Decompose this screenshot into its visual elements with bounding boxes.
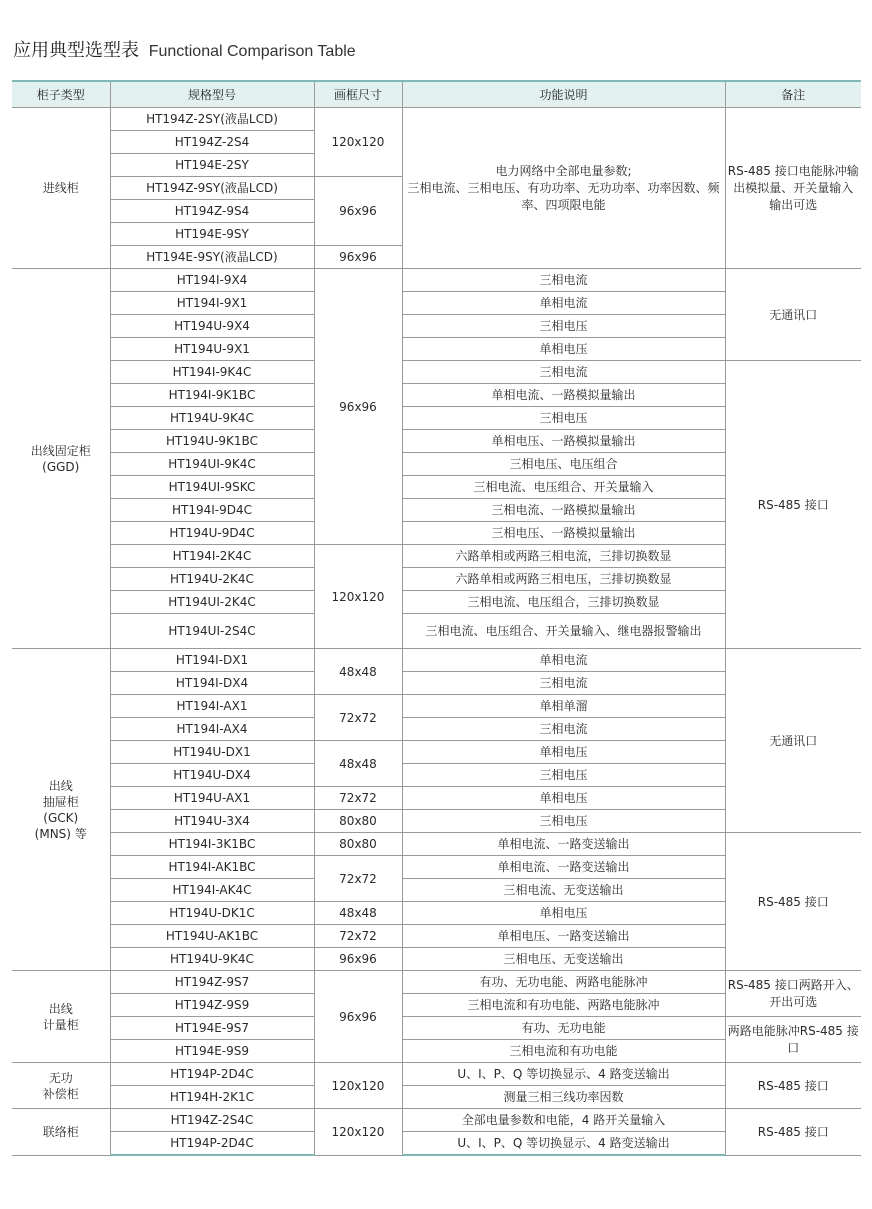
comparison-table bbox=[12, 80, 861, 1156]
function-cell: 单相电压 bbox=[402, 338, 725, 361]
type-line: 补偿柜 bbox=[42, 1086, 79, 1101]
model-cell: HT194UI-9K4C bbox=[110, 453, 314, 476]
function-cell: 有功、无功电能 bbox=[402, 1017, 725, 1040]
table-row bbox=[12, 1109, 861, 1132]
size-cell: 48x48 bbox=[314, 649, 402, 695]
model-cell: HT194E-2SY bbox=[110, 154, 314, 177]
page-title bbox=[13, 36, 356, 62]
model-cell: HT194U-DK1C bbox=[110, 902, 314, 925]
model-cell: HT194U-9K4C bbox=[110, 407, 314, 430]
function-cell: 三相电压、电压组合 bbox=[402, 453, 725, 476]
note-cell: RS-485 接口 bbox=[725, 361, 861, 649]
type-line: (MNS) 等 bbox=[34, 826, 87, 841]
type-line: (GGD) bbox=[42, 459, 80, 474]
cabinet-type-cell bbox=[12, 649, 110, 971]
note-cell: 无通讯口 bbox=[725, 269, 861, 361]
model-cell: HT194I-9K4C bbox=[110, 361, 314, 384]
header-cabinet-type: 柜子类型 bbox=[12, 81, 110, 108]
cabinet-type-cell bbox=[12, 1063, 110, 1109]
function-line: 电力网络中全部电量参数; bbox=[495, 163, 632, 178]
model-cell: HT194U-9X4 bbox=[110, 315, 314, 338]
size-cell: 72x72 bbox=[314, 695, 402, 741]
type-line: 出线 bbox=[48, 1001, 73, 1016]
model-cell: HT194Z-2S4C bbox=[110, 1109, 314, 1132]
size-cell: 48x48 bbox=[314, 741, 402, 787]
type-line: 抽屉柜 bbox=[42, 794, 79, 809]
model-cell: HT194UI-2S4C bbox=[110, 614, 314, 649]
model-cell: HT194U-9X1 bbox=[110, 338, 314, 361]
model-cell: HT194I-3K1BC bbox=[110, 833, 314, 856]
model-cell: HT194U-AK1BC bbox=[110, 925, 314, 948]
function-cell: 单相电压 bbox=[402, 902, 725, 925]
model-cell: HT194I-2K4C bbox=[110, 545, 314, 568]
function-cell: 单相单溜 bbox=[402, 695, 725, 718]
function-cell: 三相电流、无变送输出 bbox=[402, 879, 725, 902]
function-cell: 单相电流、一路变送输出 bbox=[402, 833, 725, 856]
model-cell: HT194Z-2SY(液晶LCD) bbox=[110, 108, 314, 131]
function-cell: 三相电流、电压组合、开关量输入、继电器报警输出 bbox=[402, 614, 725, 649]
model-cell: HT194E-9S7 bbox=[110, 1017, 314, 1040]
size-cell: 96x96 bbox=[314, 269, 402, 545]
model-cell: HT194Z-2S4 bbox=[110, 131, 314, 154]
size-cell: 72x72 bbox=[314, 856, 402, 902]
size-cell: 120x120 bbox=[314, 1063, 402, 1109]
model-cell: HT194E-9SY(液晶LCD) bbox=[110, 246, 314, 269]
model-cell: HT194Z-9S9 bbox=[110, 994, 314, 1017]
model-cell: HT194I-AX1 bbox=[110, 695, 314, 718]
model-cell: HT194H-2K1C bbox=[110, 1086, 314, 1109]
model-cell: HT194I-AK1BC bbox=[110, 856, 314, 879]
size-cell: 72x72 bbox=[314, 787, 402, 810]
type-line: 出线 bbox=[48, 778, 73, 793]
size-cell: 96x96 bbox=[314, 246, 402, 269]
function-cell: 三相电压 bbox=[402, 315, 725, 338]
model-cell: HT194I-9D4C bbox=[110, 499, 314, 522]
model-cell: HT194U-AX1 bbox=[110, 787, 314, 810]
function-cell: 三相电流 bbox=[402, 718, 725, 741]
function-cell: 单相电压 bbox=[402, 741, 725, 764]
size-cell: 96x96 bbox=[314, 948, 402, 971]
size-cell: 120x120 bbox=[314, 108, 402, 177]
function-line: 三相电流、三相电压、有功功率、无功功率、功率因数、频率、四项限电能 bbox=[407, 180, 720, 212]
model-cell: HT194P-2D4C bbox=[110, 1063, 314, 1086]
model-cell: HT194I-9K1BC bbox=[110, 384, 314, 407]
header-note: 备注 bbox=[725, 81, 861, 108]
function-cell: 三相电压、一路模拟量输出 bbox=[402, 522, 725, 545]
function-cell: 三相电流 bbox=[402, 269, 725, 292]
function-cell: 三相电流、一路模拟量输出 bbox=[402, 499, 725, 522]
model-cell: HT194I-AX4 bbox=[110, 718, 314, 741]
model-cell: HT194Z-9S4 bbox=[110, 200, 314, 223]
function-cell: 六路单相或两路三相电压，三排切换数显 bbox=[402, 568, 725, 591]
model-cell: HT194UI-2K4C bbox=[110, 591, 314, 614]
model-cell: HT194U-2K4C bbox=[110, 568, 314, 591]
function-cell: 单相电压 bbox=[402, 787, 725, 810]
cabinet-type-cell bbox=[12, 269, 110, 649]
note-cell: RS-485 接口两路开入、开出可选 bbox=[725, 971, 861, 1017]
table-row bbox=[12, 833, 861, 856]
function-cell: 测量三相三线功率因数 bbox=[402, 1086, 725, 1109]
title-cn: 应用典型选型表 bbox=[13, 40, 139, 61]
note-cell: RS-485 接口电能脉冲输出模拟量、开关量输入输出可选 bbox=[725, 108, 861, 269]
table-header-row bbox=[12, 81, 861, 108]
function-cell: U、I、P、Q 等切换显示、4 路变送输出 bbox=[402, 1132, 725, 1156]
model-cell: HT194I-9X1 bbox=[110, 292, 314, 315]
cabinet-type-cell: 联络柜 bbox=[12, 1109, 110, 1156]
function-cell: 单相电压、一路变送输出 bbox=[402, 925, 725, 948]
size-cell: 48x48 bbox=[314, 902, 402, 925]
size-cell: 80x80 bbox=[314, 810, 402, 833]
size-cell: 72x72 bbox=[314, 925, 402, 948]
model-cell: HT194U-9K1BC bbox=[110, 430, 314, 453]
function-cell: U、I、P、Q 等切换显示、4 路变送输出 bbox=[402, 1063, 725, 1086]
type-line: (GCK) bbox=[43, 810, 79, 825]
function-cell: 三相电流和有功电能、两路电能脉冲 bbox=[402, 994, 725, 1017]
function-cell: 三相电压 bbox=[402, 810, 725, 833]
header-model: 规格型号 bbox=[110, 81, 314, 108]
size-cell: 120x120 bbox=[314, 1109, 402, 1156]
model-cell: HT194I-DX4 bbox=[110, 672, 314, 695]
header-function: 功能说明 bbox=[402, 81, 725, 108]
function-cell: 三相电流、电压组合、开关量输入 bbox=[402, 476, 725, 499]
function-cell: 单相电压、一路模拟量输出 bbox=[402, 430, 725, 453]
function-cell: 三相电压 bbox=[402, 764, 725, 787]
note-cell: 两路电能脉冲RS-485 接口 bbox=[725, 1017, 861, 1063]
model-cell: HT194E-9SY bbox=[110, 223, 314, 246]
function-cell bbox=[402, 108, 725, 269]
type-line: 出线固定柜 bbox=[30, 443, 91, 458]
function-cell: 三相电压、无变送输出 bbox=[402, 948, 725, 971]
table-row bbox=[12, 361, 861, 384]
function-cell: 三相电流和有功电能 bbox=[402, 1040, 725, 1063]
function-cell: 有功、无功电能、两路电能脉冲 bbox=[402, 971, 725, 994]
type-line: 无功 bbox=[48, 1070, 73, 1085]
size-cell: 96x96 bbox=[314, 971, 402, 1063]
table-row bbox=[12, 971, 861, 994]
function-cell: 单相电流 bbox=[402, 649, 725, 672]
model-cell: HT194I-9X4 bbox=[110, 269, 314, 292]
table-row bbox=[12, 1063, 861, 1086]
function-cell: 三相电流、电压组合，三排切换数显 bbox=[402, 591, 725, 614]
function-cell: 三相电压 bbox=[402, 407, 725, 430]
type-line: 计量柜 bbox=[42, 1017, 79, 1032]
function-cell: 单相电流、一路模拟量输出 bbox=[402, 384, 725, 407]
header-frame-size: 画框尺寸 bbox=[314, 81, 402, 108]
model-cell: HT194I-DX1 bbox=[110, 649, 314, 672]
title-en: Functional Comparison Table bbox=[148, 43, 356, 60]
model-cell: HT194Z-9SY(液晶LCD) bbox=[110, 177, 314, 200]
model-cell: HT194U-DX4 bbox=[110, 764, 314, 787]
model-cell: HT194UI-9SKC bbox=[110, 476, 314, 499]
size-cell: 80x80 bbox=[314, 833, 402, 856]
function-cell: 全部电量参数和电能，4 路开关量输入 bbox=[402, 1109, 725, 1132]
size-cell: 120x120 bbox=[314, 545, 402, 649]
model-cell: HT194I-AK4C bbox=[110, 879, 314, 902]
function-cell: 单相电流、一路变送输出 bbox=[402, 856, 725, 879]
function-cell: 单相电流 bbox=[402, 292, 725, 315]
model-cell: HT194U-9K4C bbox=[110, 948, 314, 971]
function-cell: 三相电流 bbox=[402, 672, 725, 695]
cabinet-type-cell: 进线柜 bbox=[12, 108, 110, 269]
model-cell: HT194U-DX1 bbox=[110, 741, 314, 764]
note-cell: RS-485 接口 bbox=[725, 833, 861, 971]
table-row bbox=[12, 108, 861, 131]
model-cell: HT194U-9D4C bbox=[110, 522, 314, 545]
note-cell: RS-485 接口 bbox=[725, 1063, 861, 1109]
note-cell: RS-485 接口 bbox=[725, 1109, 861, 1156]
function-cell: 六路单相或两路三相电流，三排切换数显 bbox=[402, 545, 725, 568]
table-row bbox=[12, 1017, 861, 1040]
function-cell: 三相电流 bbox=[402, 361, 725, 384]
model-cell: HT194U-3X4 bbox=[110, 810, 314, 833]
cabinet-type-cell bbox=[12, 971, 110, 1063]
size-cell: 96x96 bbox=[314, 177, 402, 246]
note-cell: 无通讯口 bbox=[725, 649, 861, 833]
table-row bbox=[12, 649, 861, 672]
model-cell: HT194P-2D4C bbox=[110, 1132, 314, 1156]
table-row bbox=[12, 269, 861, 292]
model-cell: HT194Z-9S7 bbox=[110, 971, 314, 994]
model-cell: HT194E-9S9 bbox=[110, 1040, 314, 1063]
